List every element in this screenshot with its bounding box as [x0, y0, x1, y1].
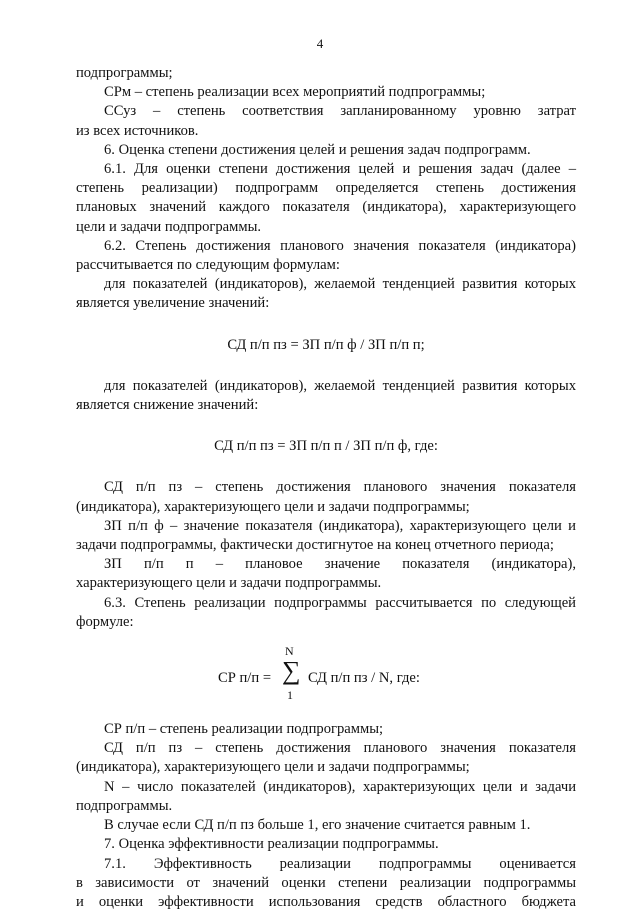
text-line: 7.1. Эффективность реализации подпрограммы оценивается	[104, 855, 576, 872]
text-line: СД п/п пз – степень достижения планового значения показателя	[104, 479, 576, 496]
text-line: 6.3. Степень реализации подпрограммы рассчитывается по следующей	[104, 594, 576, 611]
text-line: СД п/п пз – степень достижения планового значения показателя	[104, 740, 576, 757]
text-line: степень реализации) подпрограмм определяется степень достижения	[76, 180, 576, 197]
text-line: N – число показателей (индикаторов), характеризующих цели и задачи	[104, 778, 576, 795]
text-line: 6.1. Для оценки степени достижения целей и решения задач (далее –	[104, 161, 576, 178]
text-line: в зависимости от значений оценки степени реализации подпрограммы	[76, 874, 576, 891]
text-line: ЗП п/п ф – значение показателя (индикатора), характеризующего цели и	[104, 517, 576, 534]
sum-lower-limit: 1	[287, 688, 293, 703]
text-line: задачи подпрограммы, фактически достигнутое на конец отчетного периода;	[76, 537, 554, 554]
text-line: ССуз – степень соответствия запланированному уровню затрат	[104, 103, 576, 120]
formula-increase: СД п/п пз = ЗП п/п ф / ЗП п/п п;	[227, 336, 425, 353]
text-line: СРм – степень реализации всех мероприятий подпрограммы;	[104, 84, 486, 101]
text-line: (индикатора), характеризующего цели и задачи подпрограммы;	[76, 759, 470, 776]
formula-sum	[76, 642, 576, 710]
formula-sum-right: СД п/п пз / N, где:	[308, 670, 420, 687]
section-heading: 6. Оценка степени достижения целей и решения задач подпрограмм.	[104, 141, 531, 158]
document-body	[76, 64, 576, 912]
sigma-symbol: ∑	[282, 656, 301, 686]
page-number: 4	[316, 36, 324, 51]
text-line: (индикатора), характеризующего цели и задачи подпрограммы;	[76, 498, 470, 515]
text-line: характеризующего цели и задачи подпрограммы.	[76, 575, 382, 592]
text-line: рассчитывается по следующим формулам:	[76, 257, 340, 274]
formula-decrease: СД п/п пз = ЗП п/п п / ЗП п/п ф, где:	[214, 438, 438, 455]
text-line: цели и задачи подпрограммы.	[76, 218, 262, 235]
text-line: подпрограммы;	[76, 65, 173, 81]
text-line: и оценки эффективности использования средств областного бюджета	[76, 893, 576, 910]
text-line: плановых значений каждого показателя (индикатора), характеризующего	[76, 199, 576, 216]
sum-upper-limit: N	[285, 644, 294, 659]
text-line: ЗП п/п п – плановое значение показателя (индикатора),	[104, 556, 576, 573]
text-line: В случае если СД п/п пз больше 1, его значение считается равным 1.	[104, 817, 531, 834]
text-line: формуле:	[76, 613, 134, 630]
text-line: СР п/п – степень реализации подпрограммы;	[104, 721, 384, 738]
text-line: для показателей (индикаторов), желаемой тенденцией развития которых	[104, 377, 576, 394]
text-line: для показателей (индикаторов), желаемой тенденцией развития которых	[104, 276, 576, 293]
formula-sum-left: СР п/п =	[218, 670, 272, 687]
text-line: 6.2. Степень достижения планового значения показателя (индикатора)	[104, 237, 576, 254]
text-line: из всех источников.	[76, 122, 199, 139]
text-line: подпрограммы.	[76, 797, 173, 814]
text-line: является увеличение значений:	[76, 295, 270, 312]
section-heading: 7. Оценка эффективности реализации подпрограммы.	[104, 836, 439, 853]
text-line: является снижение значений:	[76, 397, 259, 414]
